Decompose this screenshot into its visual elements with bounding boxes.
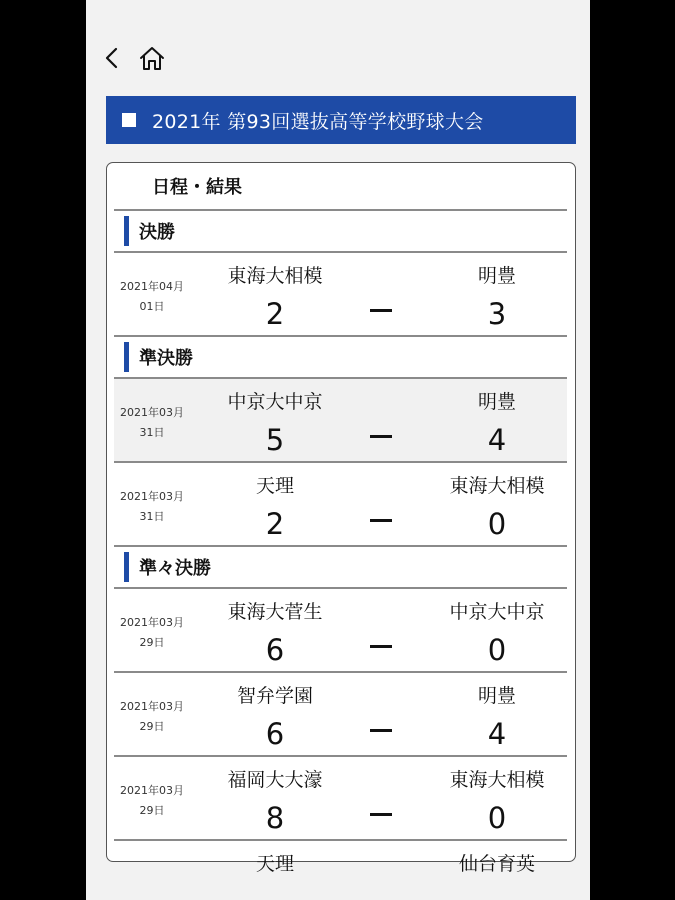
round-header: [114, 547, 567, 589]
away-score: 0: [487, 633, 507, 667]
away-team: 東海大相模: [449, 475, 545, 497]
card-header: 日程・結果: [114, 163, 567, 211]
score-separator: [370, 519, 392, 522]
tournament-banner: [106, 96, 576, 144]
round-header: [114, 337, 567, 379]
round-marker: [124, 552, 129, 582]
home-score: 6: [265, 633, 285, 667]
chevron-left-icon: [102, 46, 122, 70]
round-header: [114, 211, 567, 253]
home-button[interactable]: [136, 42, 168, 74]
home-team: 中京大中京: [227, 391, 323, 413]
results-list[interactable]: [114, 163, 567, 875]
score-separator: [370, 729, 392, 732]
match-row[interactable]: [114, 463, 567, 547]
square-icon: [122, 113, 136, 127]
away-team: 明豊: [477, 265, 516, 287]
round-label: 決勝: [139, 222, 175, 243]
round-marker: [124, 342, 129, 372]
results-card: [106, 162, 576, 875]
home-team: 東海大菅生: [227, 601, 323, 623]
home-team: 福岡大大濠: [227, 769, 323, 791]
away-team: 明豊: [477, 391, 516, 413]
away-score: 0: [487, 801, 507, 835]
score-separator: [370, 435, 392, 438]
app-screen: [86, 0, 590, 900]
match-row[interactable]: [114, 253, 567, 337]
match-date: 2021年03月 29日: [120, 616, 184, 649]
match-date: 2021年03月 31日: [120, 490, 184, 523]
match-row[interactable]: [114, 589, 567, 673]
nav-bar: [86, 36, 590, 80]
score-separator: [370, 309, 392, 312]
home-score: 5: [265, 423, 285, 457]
round-label: 準決勝: [139, 348, 193, 369]
match-row[interactable]: [114, 673, 567, 757]
match-date: 2021年03月 29日: [120, 784, 184, 817]
match-date: 2021年03月 31日: [120, 406, 184, 439]
home-team: 智弁学園: [236, 685, 313, 707]
home-team: 天理: [255, 853, 294, 875]
back-button[interactable]: [96, 42, 128, 74]
round-marker: [124, 216, 129, 246]
round-label: 準々決勝: [139, 558, 211, 579]
home-score: 2: [265, 507, 285, 541]
away-team: 仙台育英: [458, 853, 535, 875]
tournament-title: 2021年 第93回選抜高等学校野球大会: [152, 110, 484, 133]
away-score: 4: [487, 423, 507, 457]
home-team: 東海大相模: [227, 265, 323, 287]
score-separator: [370, 645, 392, 648]
away-team: 明豊: [477, 685, 516, 707]
home-score: 2: [265, 297, 285, 331]
match-row[interactable]: [114, 841, 567, 875]
away-team: 中京大中京: [449, 601, 545, 623]
home-score: 6: [265, 717, 285, 751]
away-score: 0: [487, 507, 507, 541]
away-score: 3: [487, 297, 507, 331]
score-separator: [370, 813, 392, 816]
match-row[interactable]: [114, 379, 567, 463]
away-score: 4: [487, 717, 507, 751]
match-row[interactable]: [114, 757, 567, 841]
match-date: 2021年03月 29日: [120, 700, 184, 733]
home-icon: [138, 45, 166, 71]
match-date: 2021年04月 01日: [120, 280, 184, 313]
home-score: 8: [265, 801, 285, 835]
away-team: 東海大相模: [449, 769, 545, 791]
home-team: 天理: [255, 475, 294, 497]
